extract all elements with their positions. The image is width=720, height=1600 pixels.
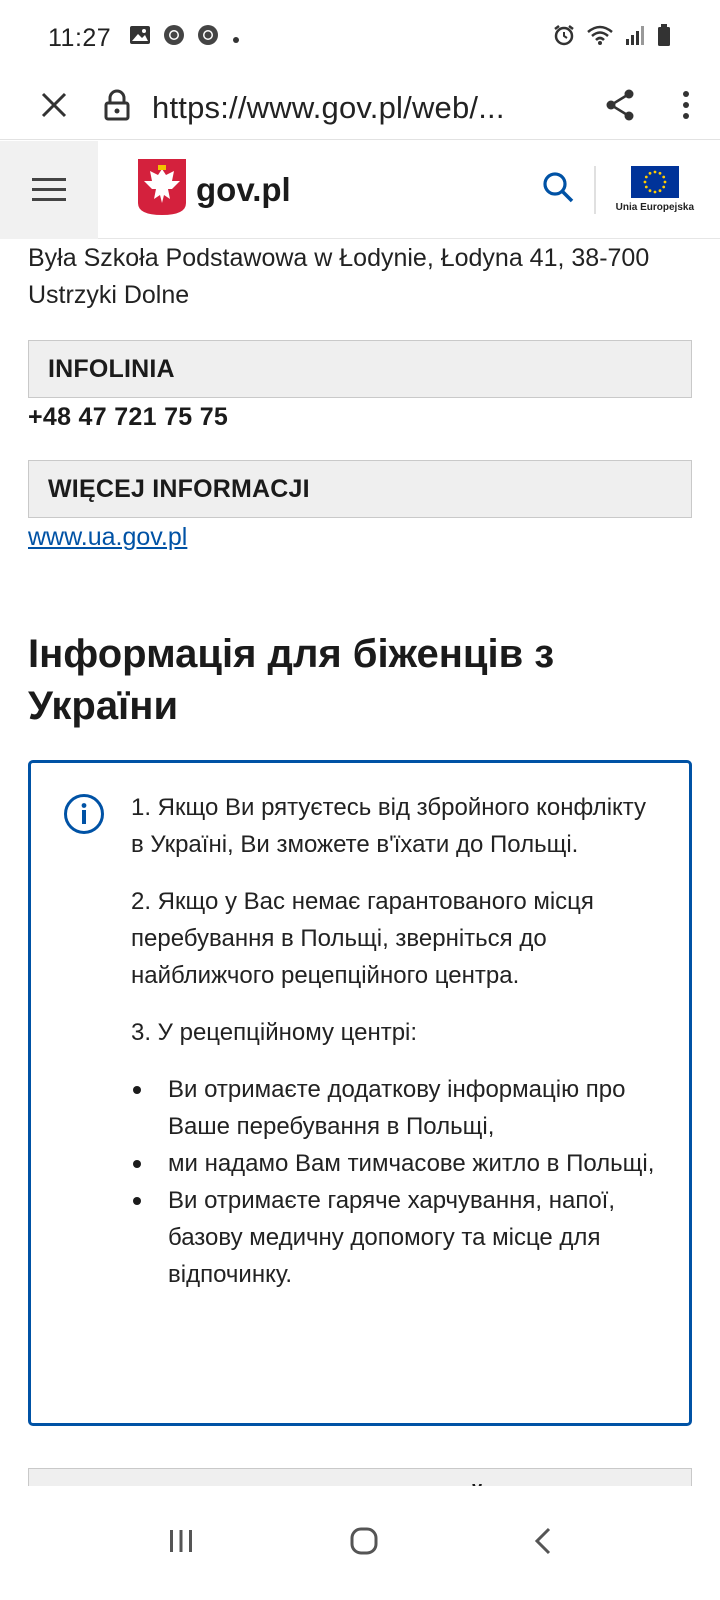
status-left (48, 24, 241, 53)
image-icon (129, 24, 151, 52)
share-icon[interactable] (604, 88, 636, 127)
infolinia-header: INFOLINIA (28, 340, 692, 398)
info-paragraph-3: 3. У рецепційному центрі: (131, 1019, 418, 1046)
eu-flag-icon (631, 166, 679, 198)
header-actions (542, 141, 720, 239)
info-paragraph-1: 1. Якщо Ви рятуєтесь від збройного конфлікту в Україні, Ви зможете в'їхати до Польщі. (131, 794, 647, 858)
page-content (28, 240, 692, 1528)
info-bullet-list (131, 1071, 665, 1293)
logo-text: gov.pl (196, 170, 291, 208)
back-icon[interactable] (533, 1526, 553, 1561)
hamburger-icon (32, 177, 66, 203)
list-item: ми надамо Вам тимчасове житло в Польщі, (131, 1145, 665, 1182)
page-title: Інформація для біженців з України (28, 632, 555, 728)
more-vert-icon[interactable] (682, 90, 690, 125)
status-time: 11:27 (48, 23, 112, 52)
browser-toolbar (0, 76, 720, 140)
url-text[interactable]: https://www.gov.pl/web/... (152, 89, 505, 125)
hamburger-menu-button[interactable] (0, 141, 98, 239)
header-divider (594, 166, 596, 214)
status-bar (0, 0, 720, 76)
info-icon (63, 793, 105, 840)
eagle-emblem-icon (138, 159, 186, 220)
phone-number[interactable]: +48 47 721 75 75 (28, 403, 229, 431)
home-icon[interactable] (349, 1526, 379, 1561)
alarm-icon (552, 23, 576, 54)
signal-icon (624, 24, 646, 53)
status-right (552, 23, 672, 54)
chrome-icon (163, 24, 185, 53)
eu-badge[interactable] (616, 166, 694, 213)
info-box (28, 760, 692, 1426)
address-text: Była Szkoła Podstawowa w Łodynie, Łodyna 41, 38-700 Ustrzyki Dolne (28, 244, 650, 309)
dot-icon (231, 24, 241, 52)
info-paragraph-2: 2. Якщо у Вас немає гарантованого місця перебування в Польщі, зверніться до найближчого рецепційного центра. (131, 888, 594, 989)
more-info-header: WIĘCEJ INFORMACJI (28, 460, 692, 518)
bullet-icon (133, 1160, 141, 1168)
bullet-icon (133, 1086, 141, 1094)
chrome-icon (197, 24, 219, 53)
site-header (0, 141, 720, 239)
gov-logo[interactable] (138, 159, 291, 220)
bullet-icon (133, 1197, 141, 1205)
battery-icon (656, 23, 672, 54)
recent-apps-icon[interactable] (167, 1528, 195, 1559)
list-item: Ви отримаєте додаткову інформацію про Ваше перебування в Польщі, (131, 1071, 665, 1145)
list-item: Ви отримаєте гаряче харчування, напої, базову медичну допомогу та місце для відпочинку. (131, 1182, 665, 1293)
system-nav-bar (0, 1486, 720, 1600)
wifi-icon (586, 24, 614, 53)
ua-gov-link[interactable]: www.ua.gov.pl (28, 523, 188, 551)
lock-icon (104, 89, 130, 126)
close-icon[interactable] (38, 89, 70, 126)
search-icon[interactable] (542, 171, 574, 208)
eu-label: Unia Europejska (615, 202, 694, 213)
